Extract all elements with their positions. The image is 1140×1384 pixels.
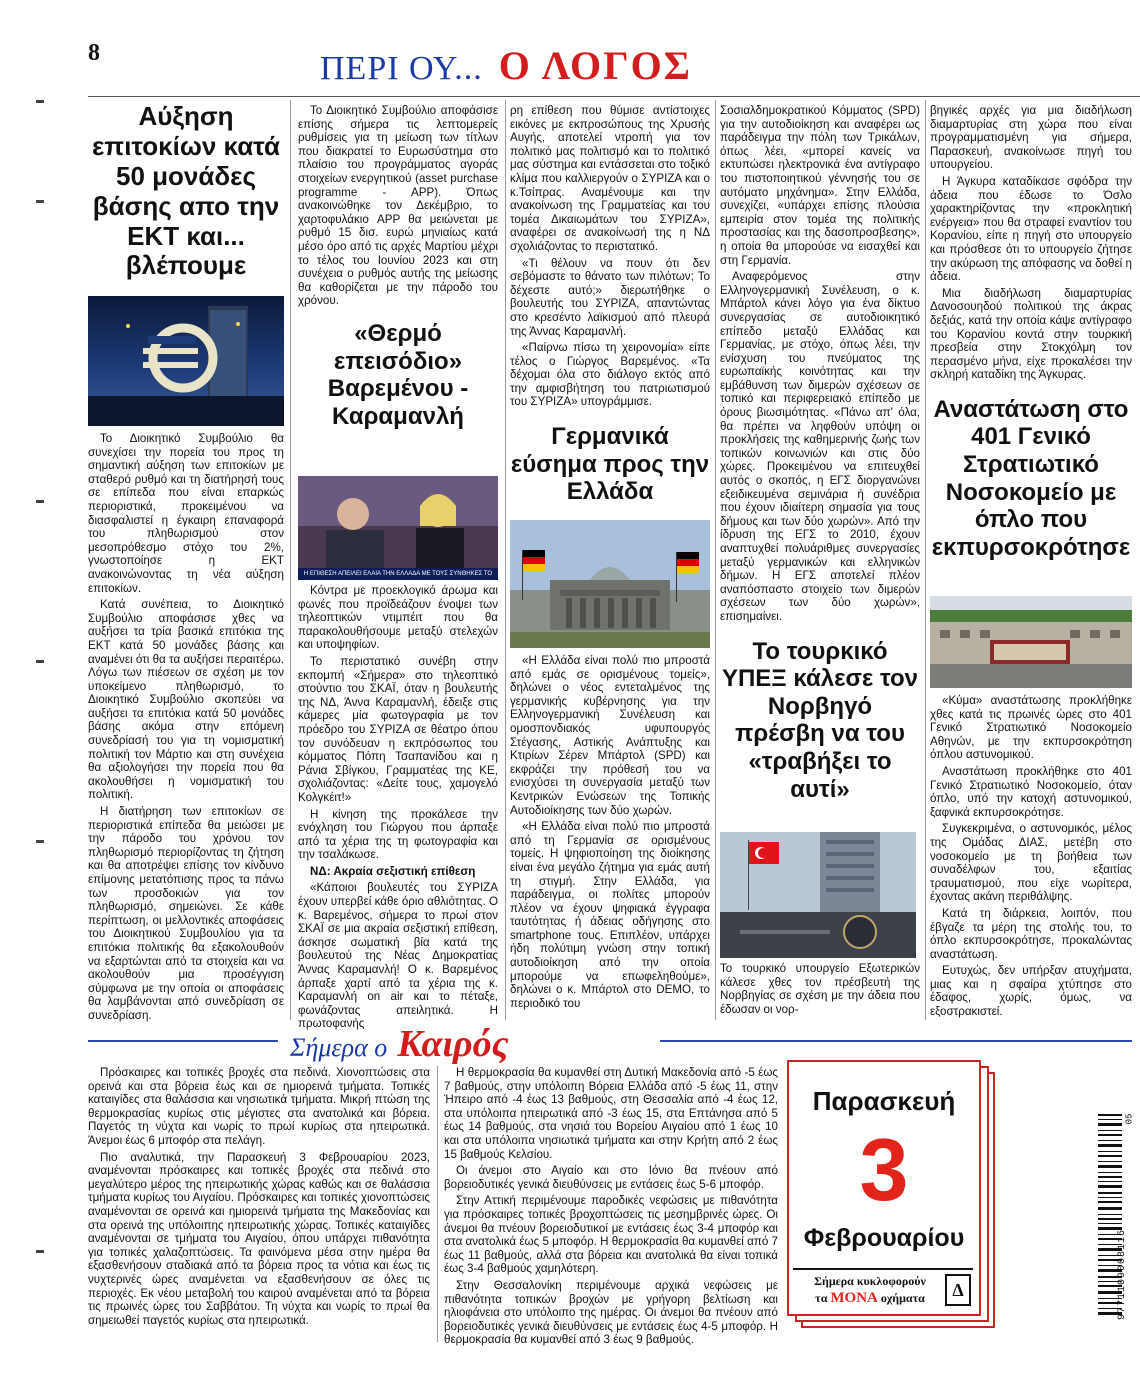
calendar-front-sheet (787, 1060, 981, 1316)
paragraph: «Τι θέλουν να πουν ότι δεν σεβόμαστε το θάνατο των πιλότων; Το δέχεστε αυτό;» διερωτήθηκε ο βουλευτής του ΣΥΡΙΖΑ, απαντώντας στο κρεσέντο λαϊκισμού από πλευρά της Άννας Καραμανλή. (510, 256, 710, 338)
barcode-number: 9771109003115 (1117, 1228, 1128, 1320)
article-german (510, 654, 710, 1013)
promo-mid: ΜΟΝΑ (830, 1290, 878, 1306)
headline-hospital: Αναστάτωση στο 401 Γενικό Στρατιωτικό Νοσοκομείο με όπλο που εκπυρσοκρότησε (931, 395, 1131, 561)
paragraph: Η διατήρηση των επιτοκίων σε περιοριστικά επίπεδα θα μειώσει με την πάροδο του χρόνου τον πληθωρισμό περιορίζοντας τη ζήτηση και θα αποτρέψει επίσης τον κίνδυνο επίμονης μετατόπισης προς τα πάνω των προσδοκιών για τον πληθωρισμό, σημειώνει. Σε κάθε περίπτωση, οι μελλοντικές αποφάσεις του Διοικητικού Συμβουλίου για τα επιτόκια πολιτικής θα εξακολουθούν να εξαρτώνται από τα στοιχεία και να ακολουθούν μια προσέγγιση σύμφωνα με την οποία οι αποφάσεις θα λαμβάνονται από συνεδρίαση σε συνεδρίαση. (88, 805, 284, 1022)
promo-post: οχήματα (880, 1291, 925, 1305)
promo-pre: τα (815, 1291, 828, 1305)
masthead-part2: Ο ΛΟΓΟΣ (498, 43, 692, 88)
headline-turkey: Το τουρκικό ΥΠΕΞ κάλεσε τον Νορβηγό πρέσβη να του «τραβήξει το αυτί» (721, 637, 919, 803)
paragraph: Αναφερόμενος στην Ελληνογερμανική Συνέλευση, ο κ. Μπάρτολ κάνει λόγο για ένα δίκτυο συνεργασίας σε αυτοδιοικητικό επίπεδο μεταξύ Ελλάδας και Γερμανίας, με στόχο, όπως λέει, την ενίσχυση του πνεύματος της ευρωπαϊκής κοινότητας και την εμβάθυνση των διμερών σχέσεων σε τοπικό και περιφερειακό επίπεδο με όρους βιωσιμότητας. «Πάνω απ' όλα, θα πρέπει να ληφθούν υπόψη οι προκλήσεις της καθημερινής ζωής των τοπικών κοινωνιών και στις δύο χώρες. Προκειμένου να επιτευχθεί αυτός ο σκοπός, η ΕΓΣ διοργανώνει εξειδικευμένα σεμινάρια ή συνέδρια που έχουν ιδιαίτερη σημασία για τους δήμους και των δύο χωρών». Από την ίδρυση της ΕΓΣ το 2010, έχουν αναπτυχθεί πολυάριθμες συνεργασίες μεταξύ γερμανικών και ελληνικών δήμων. Η ΕΓΣ αποτελεί πλέον αναπόσπαστο στοιχείο των διμερών σχέσεων των δύο χωρών», επισημαίνει. (720, 270, 920, 623)
column-rule (290, 100, 291, 1020)
article-turkey-cont (930, 104, 1132, 569)
masthead-part1: ΠΕΡΙ ΟΥ... (320, 50, 483, 87)
article-varemenos (298, 584, 498, 1034)
article-german-cont (720, 104, 920, 811)
article-varemenos-cont (510, 104, 710, 514)
date-calendar (787, 1060, 997, 1330)
paragraph: «Κάποιοι βουλευτές του ΣΥΡΙΖΑ έχουν υπερβεί κάθε όριο αθλιότητας. Ο κ. Βαρεμένος, σήμερα το πρωί στον ΣΚΑΪ σε μια ακραία σεξιστική επίθεση, άσκησε σωματική βία κατά της βουλευτού της Νέας Δημοκρατίας Άννας Καραμανλή! Ο κ. Βαρεμένος άρπαξε χαρτί από τα χέρια της κ. Καραμανλή on air και το πέταξε, φωνάζοντας απειλητικά. Η πρωτοφανής (298, 881, 498, 1031)
margin-mark (36, 100, 44, 103)
margin-mark (36, 500, 44, 503)
paragraph: Κατά τη διάρκεια, λοιπόν, που έβγαζε τα μέρη της στολής του, το όπλο εκπυρσοκρότησε, προκαλώντας αναστάτωση. (930, 906, 1132, 961)
paragraph: Στην Θεσσαλονίκη περιμένουμε αρχικά νεφώσεις με πιθανότητα τοπικών βροχών με γρήγορη βελτίωση και ηλιοφάνεια στο υπόλοιπο της ημέρας. Οι άνεμοι θα πνέουν από βορειοδυτικές γενικά διευθύνσεις με εντάσεις έως 4-5 μποφόρ. Η θερμοκρασία θα κυμανθεί από 3 έως 9 βαθμούς. (444, 1278, 778, 1347)
paragraph: Πιο αναλυτικά, την Παρασκευή 3 Φεβρουαρίου 2023, αναμένονται πρόσκαιρες και τοπικές βροχές στα πεδινά στο μεγαλύτερο μέρος της ηπειρωτικής χώρας καθώς και σε θαλάσσια τμήματα κυρίως του Αιγαίου. Πρόσκαιρες και τοπικές χιονοπτώσεις αναμένονται σε ορεινά και ημιορεινά τμήματα της Μακεδονίας και στα ορεινά της υπόλοιπης ηπειρωτικής χώρας. Τοπικές καταιγίδες αναμένονται σε τμήματα του Αιγαίου, όπου υπάρχει πιθανότητα για τοπικές χαλαζοπτώσεις. Τα φαινόμενα μέσα στην ημέρα θα εξασθενήσουν σταδιακά από τα βόρεια προς τα νότια και έως τις νυχτερινές ώρες αναμένεται να εξασθενήσουν σε όλες τις περιοχές. Εκ νέου μεταβολή του καιρού αναμένεται από τα βόρεια τις πρωινές ώρες του Σαββάτου. Τη νύχτα και νωρίς το πρωί θα σημειωθεί παγετός κυρίως στα ηπειρωτικά. (88, 1150, 430, 1327)
weather-text-left (88, 1066, 430, 1330)
paragraph: Κόντρα με προεκλογικό άρωμα και φωνές που προϊδεάζουν ένοψει των τηλεοπτικών ντιμπέιτ που θα παρακολουθήσουμε μεταξύ στελεχών και υποψηφίων. (298, 584, 498, 652)
column-rule (505, 100, 506, 1020)
paragraph: ρη επίθεση που θύμισε αντίστοιχες εικόνες με εκπροσώπους της Χρυσής Αυγής, αποτελεί ντροπή για τον πολιτικό μας πολιτισμό και το πολιτικό μας σύστημα και εντάσσεται στο τοξικό κλίμα που καλλιεργούν ο ΣΥΡΙΖΑ και ο κ.Τσίπρας. Αναμένουμε και την ανακοίνωση της Γραμματείας και του τομέα Δικαιωμάτων του ΣΥΡΙΖΑ», αναφέρει σε ανακοίνωσή της η ΝΔ σχολιάζοντας το περιστατικό. (510, 104, 710, 253)
weather-title (290, 1022, 650, 1065)
promo-box (793, 1268, 973, 1308)
paragraph: Το Διοικητικό Συμβούλιο θα συνεχίσει την πορεία του προς τη σημαντική αύξηση των επιτοκίων με σταθερό ρυθμό και τη διατήρησή τους σε επίπεδα που είναι επαρκώς περιοριστικά, προκειμένου να διασφαλιστεί η έγκαιρη επαναφορά του πληθωρισμού στον μεσοπρόθεσμο στόχο του 2%, γνωστοποίησε η ΕΚΤ ανακοινώνοντας τη νέα αύξηση επιτοκίων. (88, 432, 284, 595)
paragraph: «Η Ελλάδα είναι πολύ πιο μπροστά από τη Γερμανία σε ορισμένους τομείς. Η ψηφιοποίηση της διοίκησης είναι ένα μεγάλο ζήτημα για εμάς αυτή τη στιγμή. Στην Ελλάδα, για παράδειγμα, οι πολίτες μπορούν πλέον να έχουν ψηφιακά έγγραφα ταυτότητας ή άδειας οδήγησης στο smartphone τους. Επιπλέον, υπάρχει ήδη πολύτιμη γνώση στην τοπική αυτοδιοίκηση από την οποία μπορούμε να επωφεληθούμε», δηλώνει ο κ. Μπάρτολ στο DEMO, το περιοδικό του (510, 820, 710, 1010)
photo-caption: Το τουρκικό υπουργείο Εξωτερικών κάλεσε χθες τον πρέσβευτή της Νορβηγίας σε σχέση με την άδεια που έδωσαν οι νορ- (720, 962, 920, 1016)
paragraph: «Παίρνω πίσω τη χειρονομία» είπε τέλος ο Γιώργος Βαρεμένος. «Τα δέχομαι όλα στο διάλογο εκτός από την αμφισβήτηση του πατριωτισμού του ΣΥΡΙΖΑ» υπογράμμισε. (510, 341, 710, 409)
masthead-rule (88, 96, 1140, 97)
hospital-photo (930, 596, 1132, 688)
margin-mark (36, 660, 44, 663)
article-ecb-body (88, 432, 284, 1026)
promo-line2 (795, 1290, 945, 1307)
paragraph: Η θερμοκρασία θα κυμανθεί στη Δυτική Μακεδονία από -5 έως 7 βαθμούς, στην υπόλοιπη Βόρεια Ελλάδα από -5 έως 11, στην Ήπειρο από -4 έως 13 βαθμούς, στη Θεσσαλία από -4 έως 12, στα υπόλοιπα ηπειρωτικά από -3 έως 15, στα Επτάνησα από 5 έως 14 βαθμούς, στα νησιά του Βορείου Αιγαίου από 1 έως 10 και στα υπόλοιπα νησιωτικά τμήματα και στην Κρήτη από 2 έως 15 βαθμούς Κελσίου. (444, 1066, 778, 1161)
calendar-weekday: Παρασκευή (812, 1086, 956, 1116)
weather-rule-left (88, 1040, 278, 1042)
paragraph: Οι άνεμοι στο Αιγαίο και στο Ιόνιο θα πνέουν από βορειοδυτικές γενικά διευθύνσεις με εντάσεις έως 5-6 μποφόρ. (444, 1164, 778, 1191)
paragraph: «Η Ελλάδα είναι πολύ πιο μπροστά από εμάς σε ορισμένους τομείς», δηλώνει ο νέος εντεταλμένος της γερμανικής κυβέρνησης για την Ελληνογερμανική Συνέλευση και ομοσπονδιακός υφυπουργός Στέγασης, Αστικής Ανάπτυξης και Κτιρίων Σέρεν Μπάρτολ (SPD) και εκφράζει την πρόθεσή του να ενισχύσει τη συνεργασία μεταξύ των Κεντρικών Ενώσεων της Τοπικής Αυτοδιοίκησης των δύο χωρών. (510, 654, 710, 817)
article-ecb-cont (298, 104, 498, 438)
column-rule (925, 100, 926, 1020)
page-number: 8 (88, 40, 100, 66)
paragraph: Κατά συνέπεια, το Διοικητικό Συμβούλιο αποφάσισε χθες να αυξήσει τα τρία βασικά επιτόκια της ΕΚΤ κατά 50 μονάδες βάσης και αναμένει ότι θα τα αυξήσει περαιτέρω. Λόγω των πιέσεων σε σχέση με τον υποκείμενο πληθωρισμό, το Διοικητικό Συμβούλιο σκοπεύει να αυξήσει τα επιτόκια κατά 50 μονάδες βάσης ακόμα στην επόμενη συνεδρίασή του για τη νομισματική πολιτική τον Μάρτιο και στη συνέχεια θα αξιολογήσει την πορεία που θα ακολουθήσει η νομισματική του πολιτική. (88, 598, 284, 802)
headline-varemenos: «Θερμό επεισόδιο» Βαρεμένου - Καραμανλή (327, 319, 469, 430)
paragraph: Το Διοικητικό Συμβούλιο αποφάσισε επίσης σήμερα τις λεπτομερείς ρυθμίσεις για τη μείωση των τίτλων που διακρατεί το Ευρωσύστημα στο πλαίσιο του προγράμματος αγοράς στοιχείων ενεργητικού (asset purchase programme - APP). Όπως ανακοινώθηκε τον Δεκέμβριο, το χαρτοφυλάκιο APP θα μειώνεται με ρυθμό 15 δισ. ευρώ μηνιαίως κατά μέσο όρο από τις αρχές Μαρτίου μέχρι το τέλος του Ιουνίου 2023 και στη συνέχεια ο ρυθμός αυτής της μείωσης θα καθορίζεται με την πάροδο του χρόνου. (298, 104, 498, 308)
paragraph: Στην Αττική περιμένουμε παροδικές νεφώσεις με πιθανότητα για πρόσκαιρες τοπικές βροχοπτώσεις τις μεσημβρινές ώρες. Οι άνεμοι θα πνέουν βορειοδυτικοί με εντάσεις έως 3-4 μποφόρ και στα ανατολικά έως 5 μποφόρ. Η θερμοκρασία θα κυμανθεί από 7 έως 11 βαθμούς, αλλά στα βόρεια και ανατολικά θα είναι τοπικά έως 3-4 βαθμούς χαμηλότερη. (444, 1194, 778, 1276)
headline-ecb: Αύξηση επιτοκίων κατά 50 μονάδες βάσης απο την ΕΚΤ και... βλέπουμε (91, 101, 281, 281)
margin-mark (36, 840, 44, 843)
paragraph: Μια διαδήλωση διαμαρτυρίας Δανοσουηδού πολιτικού της άκρας δεξιάς, κατά την οποία κάψε αντίγραφο του Κορανίου κοντά στην τουρκική πρεσβεία στην Στοκχόλμη τον περασμένο μήνα, είχε προκαλέσει την σκληρή καταδίκη της Άγκυρας. (930, 286, 1132, 382)
calendar-month: Φεβρουαρίου (803, 1224, 965, 1252)
tv-banner-text: Η ΕΠΙΘΕΣΗ ΑΠΕΙΛΕΙ ΕΛΑΙΑ ΤΗΝ ΕΛΛΑΔΑ ΜΕ ΤΟΥΣ ΣΥΝΘΗΚΕΣ ΤΟ (303, 571, 493, 577)
headline-german: Γερμανικά εύσημα προς την Ελλάδα (510, 423, 710, 506)
paragraph: Σοσιαλδημοκρατικού Κόμματος (SPD) για την αυτοδιοίκηση και αναφέρει ως παράδειγμα την πόλη των Τρικάλων, όπως λέει, «μπορεί κανείς να εκτυπώσει ηλεκτρονικά ένα αντίγραφο του πιστοποιητικού γέννησής του σε αυτόματο μηχάνημα». Στην Ελλάδα, συνεχίζει, «υπάρχει επίσης πλούσια εμπειρία στον τομέα της πολιτικής προστασίας και της δασοπροσβεσης», η οποία θα μπορούσε να εισαχθεί και στη Γερμανία. (720, 104, 920, 267)
turkish-ministry-photo (720, 832, 916, 958)
margin-mark (36, 1250, 44, 1253)
dimokratia-logo: Δ (945, 1274, 971, 1306)
paragraph: «Κύμα» αναστάτωσης προκλήθηκε χθες κατά τις πρωινές ώρες στο 401 Γενικό Στρατιωτικό Νοσοκομείο Αθηνών, με την εκπυρσοκρότηση όπλου αστυνομικού. (930, 694, 1132, 762)
barcode (1098, 1110, 1135, 1330)
reichstag-photo (510, 520, 710, 648)
article-hospital (930, 694, 1132, 1022)
paragraph: Η κίνηση της προκάλεσε την ενόχληση του Γιώργου που άρπαξε από τα χέρια της τη φωτογραφία και την τσαλάκωσε. (298, 807, 498, 862)
margin-mark (36, 200, 44, 203)
tv-studio-photo (298, 476, 498, 580)
paragraph: Συγκεκριμένα, ο αστυνομικός, μέλος της Ομάδας ΔΙΑΣ, μετέβη στο νοσοκομείο με τη βοήθεια των συναδέλφων του, εξαιτίας τραυματισμού, που είχε νωρίτερα, έχοντας ακάνη περιθάλψης. (930, 822, 1132, 904)
paragraph: Η Άγκυρα καταδίκασε σφόδρα την άδεια που έδωσε το Όσλο χαρακτηρίζοντας την «προκλητική ενέργεια» που θα στραφεί εναντίον του Κορανίου, είπε η πηγή στο υπουργείο και πρόσθεσε ότι το υπουργείο ζήτησε την ακύρωση της απόφασης να δοθεί η άδεια. (930, 174, 1132, 284)
paragraph: βηγικές αρχές για μια διαδήλωση διαμαρτυρίας στη χώρα που είναι προγραμματισμένη για σήμερα, Παρασκευή, ανακοίνωσε πηγή του υπουργείου. (930, 104, 1132, 172)
article-ecb (88, 102, 284, 289)
weather-title-part2: Καιρός (397, 1023, 509, 1065)
weather-rule-right (660, 1040, 1132, 1042)
weather-title-part1: Σήμερα ο (290, 1033, 388, 1062)
column-rule (715, 100, 716, 1020)
masthead (320, 42, 900, 94)
paragraph: Αναστάτωση προκλήθηκε στο 401 Γενικό Στρατιωτικό Νοσοκομείο, όταν όπλο, υπό την κατοχή αστυνομικού, ξαφνικά εκπυρσοκρότησε. (930, 764, 1132, 819)
weather-text-right (444, 1066, 778, 1350)
barcode-issue: 05 (1124, 1113, 1135, 1125)
column-rule (437, 1066, 438, 1342)
promo-line1: Σήμερα κυκλοφορούν (814, 1274, 926, 1288)
subhead: ΝΔ: Ακραία σεξιστική επίθεση (310, 864, 476, 878)
paragraph: Το περιστατικό συνέβη στην εκπομπή «Σήμερα» στο τηλεοπτικό στούντιο του ΣΚΑΪ, όταν η βουλευτής της ΝΔ, Άννα Καραμανλή, έδειξε στις κάμερες μία φωτογραφία με τον πρόεδρο του ΣΥΡΙΖΑ σε θέατρο όπου τον συνόδευαν η εκπρόσωπος του κόμματος Πόπη Τσαπανίδου και η Ράνια Σβίγκου, Γραμματέας της ΚΕ, σχολιάζοντας: «Δείτε τους, χαμογελό Κολγκέιτ!» (298, 654, 498, 804)
calendar-day: 3 (859, 1120, 909, 1219)
paragraph: Ευτυχώς, δεν υπήρξαν ατυχήματα, μιας και η σφαίρα χτύπησε στο έδαφος, χωρίς, όμως, να εξοστρακιστεί. (930, 964, 1132, 1019)
paragraph: Πρόσκαιρες και τοπικές βροχές στα πεδινά. Χιονοπτώσεις στα ορεινά και στα βόρεια έως και σε ημιορεινά τμήματα. Τοπικές καταιγίδες στα θαλάσσια και νησιωτικά τμήματα. Μικρή πτώση της θερμοκρασίας κυρίως στις μέγιστες στα ανατολικά και βόρεια. Παγετός τη νύχτα και νωρίς το πρωί κυρίως στα ηπειρωτικά. Άνεμοι έως 6 μποφόρ στα πελάγη. (88, 1066, 430, 1147)
ecb-euro-photo (88, 296, 284, 426)
